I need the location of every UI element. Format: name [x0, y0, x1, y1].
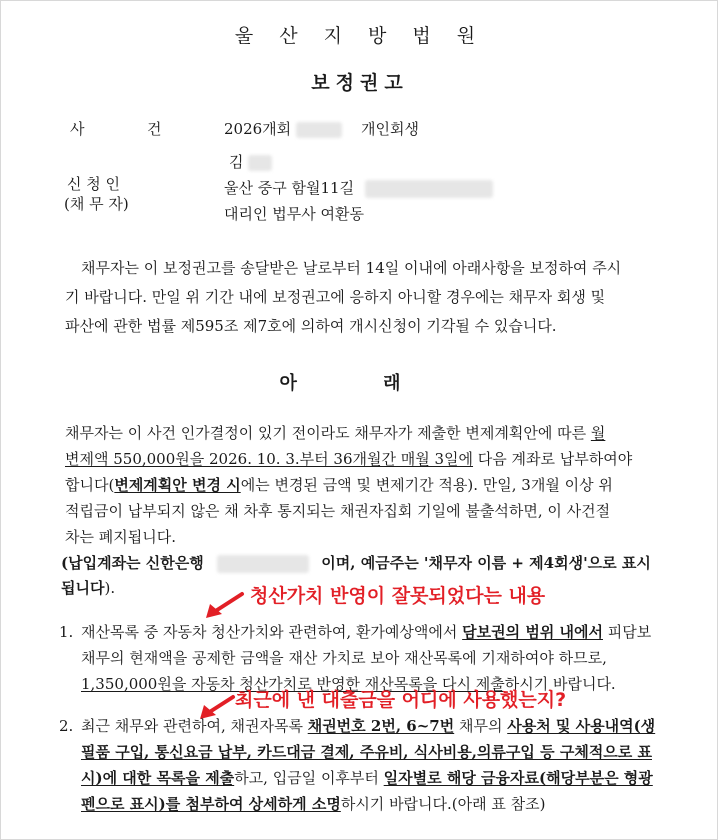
- account-line-2-bold: 됩니다: [61, 579, 105, 597]
- account-holder: 이며, 예금주는 '채무자 이름 + 제4회생'으로 표시: [321, 554, 651, 572]
- usage-details: 사용처 및 사용내역(생: [507, 717, 656, 735]
- debtor-label: (채 무 자): [64, 195, 129, 213]
- main-line-1-text: 채무자는 이 사건 인가결정이 있기 전이라도 채무자가 제출한 변제계획안에 따른: [65, 424, 591, 442]
- list-submission: 시)에 대한 목록을 제출: [81, 769, 235, 787]
- payment-terms: 변제액 550,000원을 2026. 10. 3.부터 36개월간 매월 3일에: [65, 450, 474, 468]
- item-1-line-1-c: 피담보: [603, 623, 652, 641]
- attach-and-explain: 펜으로 표시)를 첨부하여 상세하게 소명: [81, 795, 341, 813]
- applicant-name: 김: [229, 153, 244, 171]
- creditor-numbers: 채권번호 2번, 6~7번: [307, 717, 455, 735]
- item-2-line-4: [81, 790, 546, 819]
- annotation-1: 청산가치 반영이 잘못되었다는 내용: [250, 585, 546, 607]
- intro-line-2: 기 바랍니다. 만일 위 기간 내에 보정권고에 응하지 아니할 경우에는 채무자 회생 및: [65, 288, 606, 306]
- account-line: [61, 549, 651, 578]
- item-1-line-1-a: 재산목록 중 자동차 청산가치와 관련하여, 환가예상액에서: [81, 623, 463, 641]
- item-2-line-3: [81, 764, 653, 793]
- applicant-address-row: [224, 177, 493, 198]
- item-2-line-2: [81, 738, 652, 767]
- court-name: 울 산 지 방 법 원: [234, 25, 486, 47]
- main-line-5: 차는 폐지됩니다.: [65, 528, 176, 546]
- account-bank: (납입계좌는 신한은행: [61, 554, 204, 572]
- main-line-4: 적립금이 납부되지 않은 채 차후 통지되는 채권자집회 기일에 불출석하면, 이 사건절: [65, 502, 611, 520]
- applicant-name-row: [229, 151, 272, 172]
- plan-change-note: 변제계획안 변경 시: [114, 476, 241, 494]
- item-1-line-3-b: 하시기 바랍니다.: [504, 675, 616, 693]
- resubmit-request: 1,350,000원을 자동차 청산가치로 반영한 재산목록을 다시 제출: [81, 675, 505, 693]
- case-number: 2026개회: [224, 120, 292, 138]
- main-line-3: [65, 471, 613, 500]
- item-2-line-1-c: 채무의: [454, 717, 508, 735]
- applicant-agent: 대리인 법무사 여환동: [224, 205, 364, 223]
- section-heading: 아 래: [279, 373, 441, 394]
- item-1-line-1: [81, 618, 651, 647]
- account-line-2-end: ).: [104, 579, 116, 597]
- item-2-line-3-b: 하고, 입금일 이후부터: [234, 769, 384, 787]
- account-line-2: [61, 574, 115, 603]
- financial-records: 일자별로 해당 금융자료(해당부분은 형광: [383, 769, 653, 787]
- document-title: 보정권고: [311, 72, 409, 94]
- case-label-geon: 건: [147, 120, 162, 138]
- intro-line-3: 파산에 관한 법률 제595조 제7호에 의하여 개시신청이 기각될 수 있습니다.: [65, 317, 557, 335]
- case-number-row: [224, 118, 419, 139]
- main-line-3-c: 에는 변경된 금액 및 변제기간 적용). 만일, 3개월 이상 위: [240, 476, 613, 494]
- main-line-3-a: 합니다(: [65, 476, 115, 494]
- item-2-line-4-b: 하시기 바랍니다.(아래 표 참조): [340, 795, 546, 813]
- main-line-2-text: 다음 계좌로 납부하여야: [473, 450, 633, 468]
- item-1-number: 1.: [59, 623, 74, 641]
- case-type: 개인회생: [361, 120, 419, 138]
- redacted-name: [248, 155, 272, 171]
- item-2-line-1-a: 최근 채무와 관련하여, 채권자목록: [81, 717, 308, 735]
- redacted-case-number: [296, 122, 342, 138]
- main-line-2: [65, 445, 632, 474]
- annotation-2: 최근에 낸 대출금을 어디에 사용했는지?: [235, 689, 567, 711]
- usage-examples: 필품 구입, 통신요금 납부, 카드대금 결제, 주유비, 식사비용,의류구입 등 구체적으로 표: [81, 743, 652, 761]
- item-2-number: 2.: [59, 717, 74, 735]
- collateral-scope: 담보권의 범위 내에서: [462, 623, 603, 641]
- main-line-1-underlined: 월: [590, 424, 606, 442]
- applicant-address: 울산 중구 함월11길: [224, 179, 355, 197]
- main-line-1: [65, 419, 605, 448]
- red-arrow-icon: [202, 590, 246, 620]
- case-label-sa: 사: [70, 120, 85, 138]
- redacted-account: [217, 555, 309, 573]
- redacted-address: [365, 180, 493, 198]
- item-2-line-1: [81, 712, 655, 741]
- intro-line-1: 채무자는 이 보정권고를 송달받은 날로부터 14일 이내에 아래사항을 보정하여 주시: [81, 259, 622, 277]
- item-1-line-2: 채무의 현재액을 공제한 금액을 재산 가치로 보아 재산목록에 기재하여야 하므로,: [81, 649, 607, 667]
- applicant-label: 신 청 인: [67, 175, 121, 193]
